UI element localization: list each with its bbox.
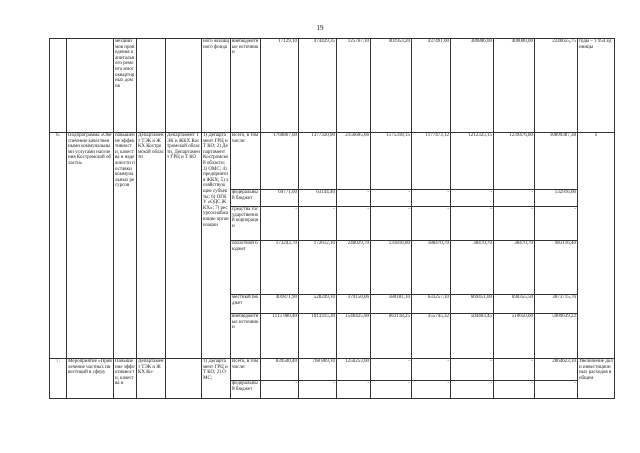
funding-value: 10899387,38: [535, 133, 578, 190]
funding-value: 240029,70: [337, 241, 371, 295]
note-cell: х: [578, 133, 615, 359]
funding-value: 2246655,75: [535, 39, 578, 133]
funding-value: 633257,10: [412, 295, 451, 314]
funding-value: 1546425,90: [337, 314, 371, 359]
funding-value: 132916,00: [535, 190, 578, 207]
funding-value: 172612,10: [299, 241, 337, 295]
funding-value: 1575318,15: [371, 133, 412, 190]
note-cell: годы – 1 954 единицы: [578, 39, 615, 133]
funding-value: 400000,00: [494, 39, 535, 133]
funding-value: 38470,70: [451, 241, 494, 295]
executor-cell: Департамент ТЭК и ЖКХ Костромской области: [137, 133, 166, 359]
funding-value: 69771,60: [261, 190, 299, 207]
funding-value: -: [451, 359, 494, 381]
funding-value: 1760867,60: [261, 133, 299, 190]
row-number: 6.: [50, 133, 67, 359]
table-row: [50, 359, 615, 381]
funding-value: -: [535, 381, 578, 399]
funding-value: -: [494, 190, 535, 207]
funding-value: 863118,25: [371, 314, 412, 359]
participants-cell: [166, 359, 202, 399]
row-number: 7.: [50, 359, 67, 399]
funding-source-label: областной бюджет: [231, 241, 261, 295]
funding-value: 690355,50: [494, 295, 535, 314]
funding-value: -: [299, 381, 337, 399]
funding-value: 2156605,66: [337, 133, 371, 190]
sources-cell: 1) Департамент ГРЦ и Т КО; 2) Департамент Костромской области; 3) ОМС; 4) предприятия ЖКХ; 5) хозяйствующие субъекты; 6) ОГКУ «ОДС ЖКХ»; 7) ресурсоснабжающие организации: [202, 133, 231, 359]
funding-source-label: федеральный бюджет: [231, 190, 261, 207]
funding-value: 17129,10: [261, 39, 299, 133]
indicator-cell: Повышение эффективности, качества и: [114, 359, 137, 399]
funding-value: -: [371, 359, 412, 381]
funding-value: 580181,10: [371, 295, 412, 314]
funding-value: 370150,06: [337, 295, 371, 314]
executor-cell: [137, 39, 166, 133]
funding-value: -: [451, 381, 494, 399]
funding-value: 839500,40: [261, 359, 299, 381]
funding-value: -: [299, 207, 337, 241]
funding-value: -: [371, 381, 412, 399]
program-table: [49, 38, 615, 399]
funding-value: 173243,70: [261, 241, 299, 295]
funding-value: -: [371, 207, 412, 241]
funding-value: 38470,70: [494, 241, 535, 295]
funding-value: 1377320,90: [299, 133, 337, 190]
funding-value: -: [337, 190, 371, 207]
funding-value: 389886,00: [451, 39, 494, 133]
funding-value: -: [412, 207, 451, 241]
funding-value: 1115 980,40: [261, 314, 299, 359]
funding-value: -: [261, 207, 299, 241]
page-number: 19: [316, 24, 324, 32]
executor-cell: Департамент ТЭК и ЖКХ Ко-: [137, 359, 166, 399]
indicator-cell: механизмов проведения капитального ремонта многоквартирных домов: [114, 39, 137, 133]
funding-source-label: внебюджетные источники: [231, 314, 261, 359]
funding-value: 768 869,10: [299, 359, 337, 381]
measure-name: Подпрограмма «Обеспечение качественными коммунальными услугами населения Костромской области»: [67, 133, 114, 359]
funding-value: -: [412, 381, 451, 399]
funding-value: 2864623,10: [535, 359, 578, 381]
funding-value: -: [412, 190, 451, 207]
funding-value: 188470,70: [412, 241, 451, 295]
funding-value: 1239476,80: [494, 133, 535, 190]
funding-source-label: средства государственной корпорации: [231, 207, 261, 241]
funding-value: 504403,45: [451, 314, 494, 359]
funding-value: 510650,60: [494, 314, 535, 359]
sources-cell: ного жилищного фонда: [202, 39, 231, 133]
funding-value: -: [451, 190, 494, 207]
measure-name: Мероприятие «Привлечение частных инвестиций в сферу: [67, 359, 114, 399]
funding-value: 401871,90: [261, 295, 299, 314]
funding-value: -: [261, 381, 299, 399]
funding-value: -: [371, 190, 412, 207]
funding-value: -: [494, 381, 535, 399]
note-cell: Увеличение доли инвестиционных расходов в общем: [578, 359, 615, 399]
funding-value: -: [494, 207, 535, 241]
funding-value: 1212325,15: [451, 133, 494, 190]
funding-value: 125767,10: [337, 39, 371, 133]
funding-value: 437491,00: [412, 39, 451, 133]
table-row: [50, 133, 615, 190]
funding-value: 131818,80: [371, 241, 412, 295]
funding-value: -: [337, 381, 371, 399]
measure-name: [67, 39, 114, 133]
funding-value: 528249,10: [299, 295, 337, 314]
funding-source-label: местный бюджет: [231, 295, 261, 314]
table-row: [50, 39, 615, 133]
funding-value: 669451,00: [451, 295, 494, 314]
row-number: [50, 39, 67, 133]
funding-value: -: [337, 207, 371, 241]
participants-cell: [166, 39, 202, 133]
funding-value: -: [535, 207, 578, 241]
funding-source-label: внебюджетные источники: [231, 39, 261, 133]
participants-cell: Департамент ТЭК и ЖКХ Костромской области, Департамент ГРЦ и Т КО: [166, 133, 202, 359]
funding-value: 983116,40: [535, 241, 578, 295]
indicator-cell: повышение эффективности, качества и надежности поставки коммунальных ресурсов: [114, 133, 137, 359]
funding-source-label: Всего, в том числе:: [231, 359, 261, 381]
funding-source-label: Всего, в том числе:: [231, 133, 261, 190]
funding-value: 63144,40: [299, 190, 337, 207]
funding-value: 474429,35: [299, 39, 337, 133]
funding-value: 5909639,22: [535, 314, 578, 359]
funding-value: 401953,20: [371, 39, 412, 133]
funding-value: 355745,32: [412, 314, 451, 359]
funding-source-label: федеральный бюджет: [231, 381, 261, 399]
funding-value: -: [451, 207, 494, 241]
funding-value: -: [494, 359, 535, 381]
funding-value: 1256253,60: [337, 359, 371, 381]
funding-value: 3873715,76: [535, 295, 578, 314]
funding-value: 1177473,12: [412, 133, 451, 190]
funding-value: 1013315,30: [299, 314, 337, 359]
funding-value: -: [412, 359, 451, 381]
sources-cell: 1) Департамент ГРЦ и Т КО; 2) ОМС;: [202, 359, 231, 399]
